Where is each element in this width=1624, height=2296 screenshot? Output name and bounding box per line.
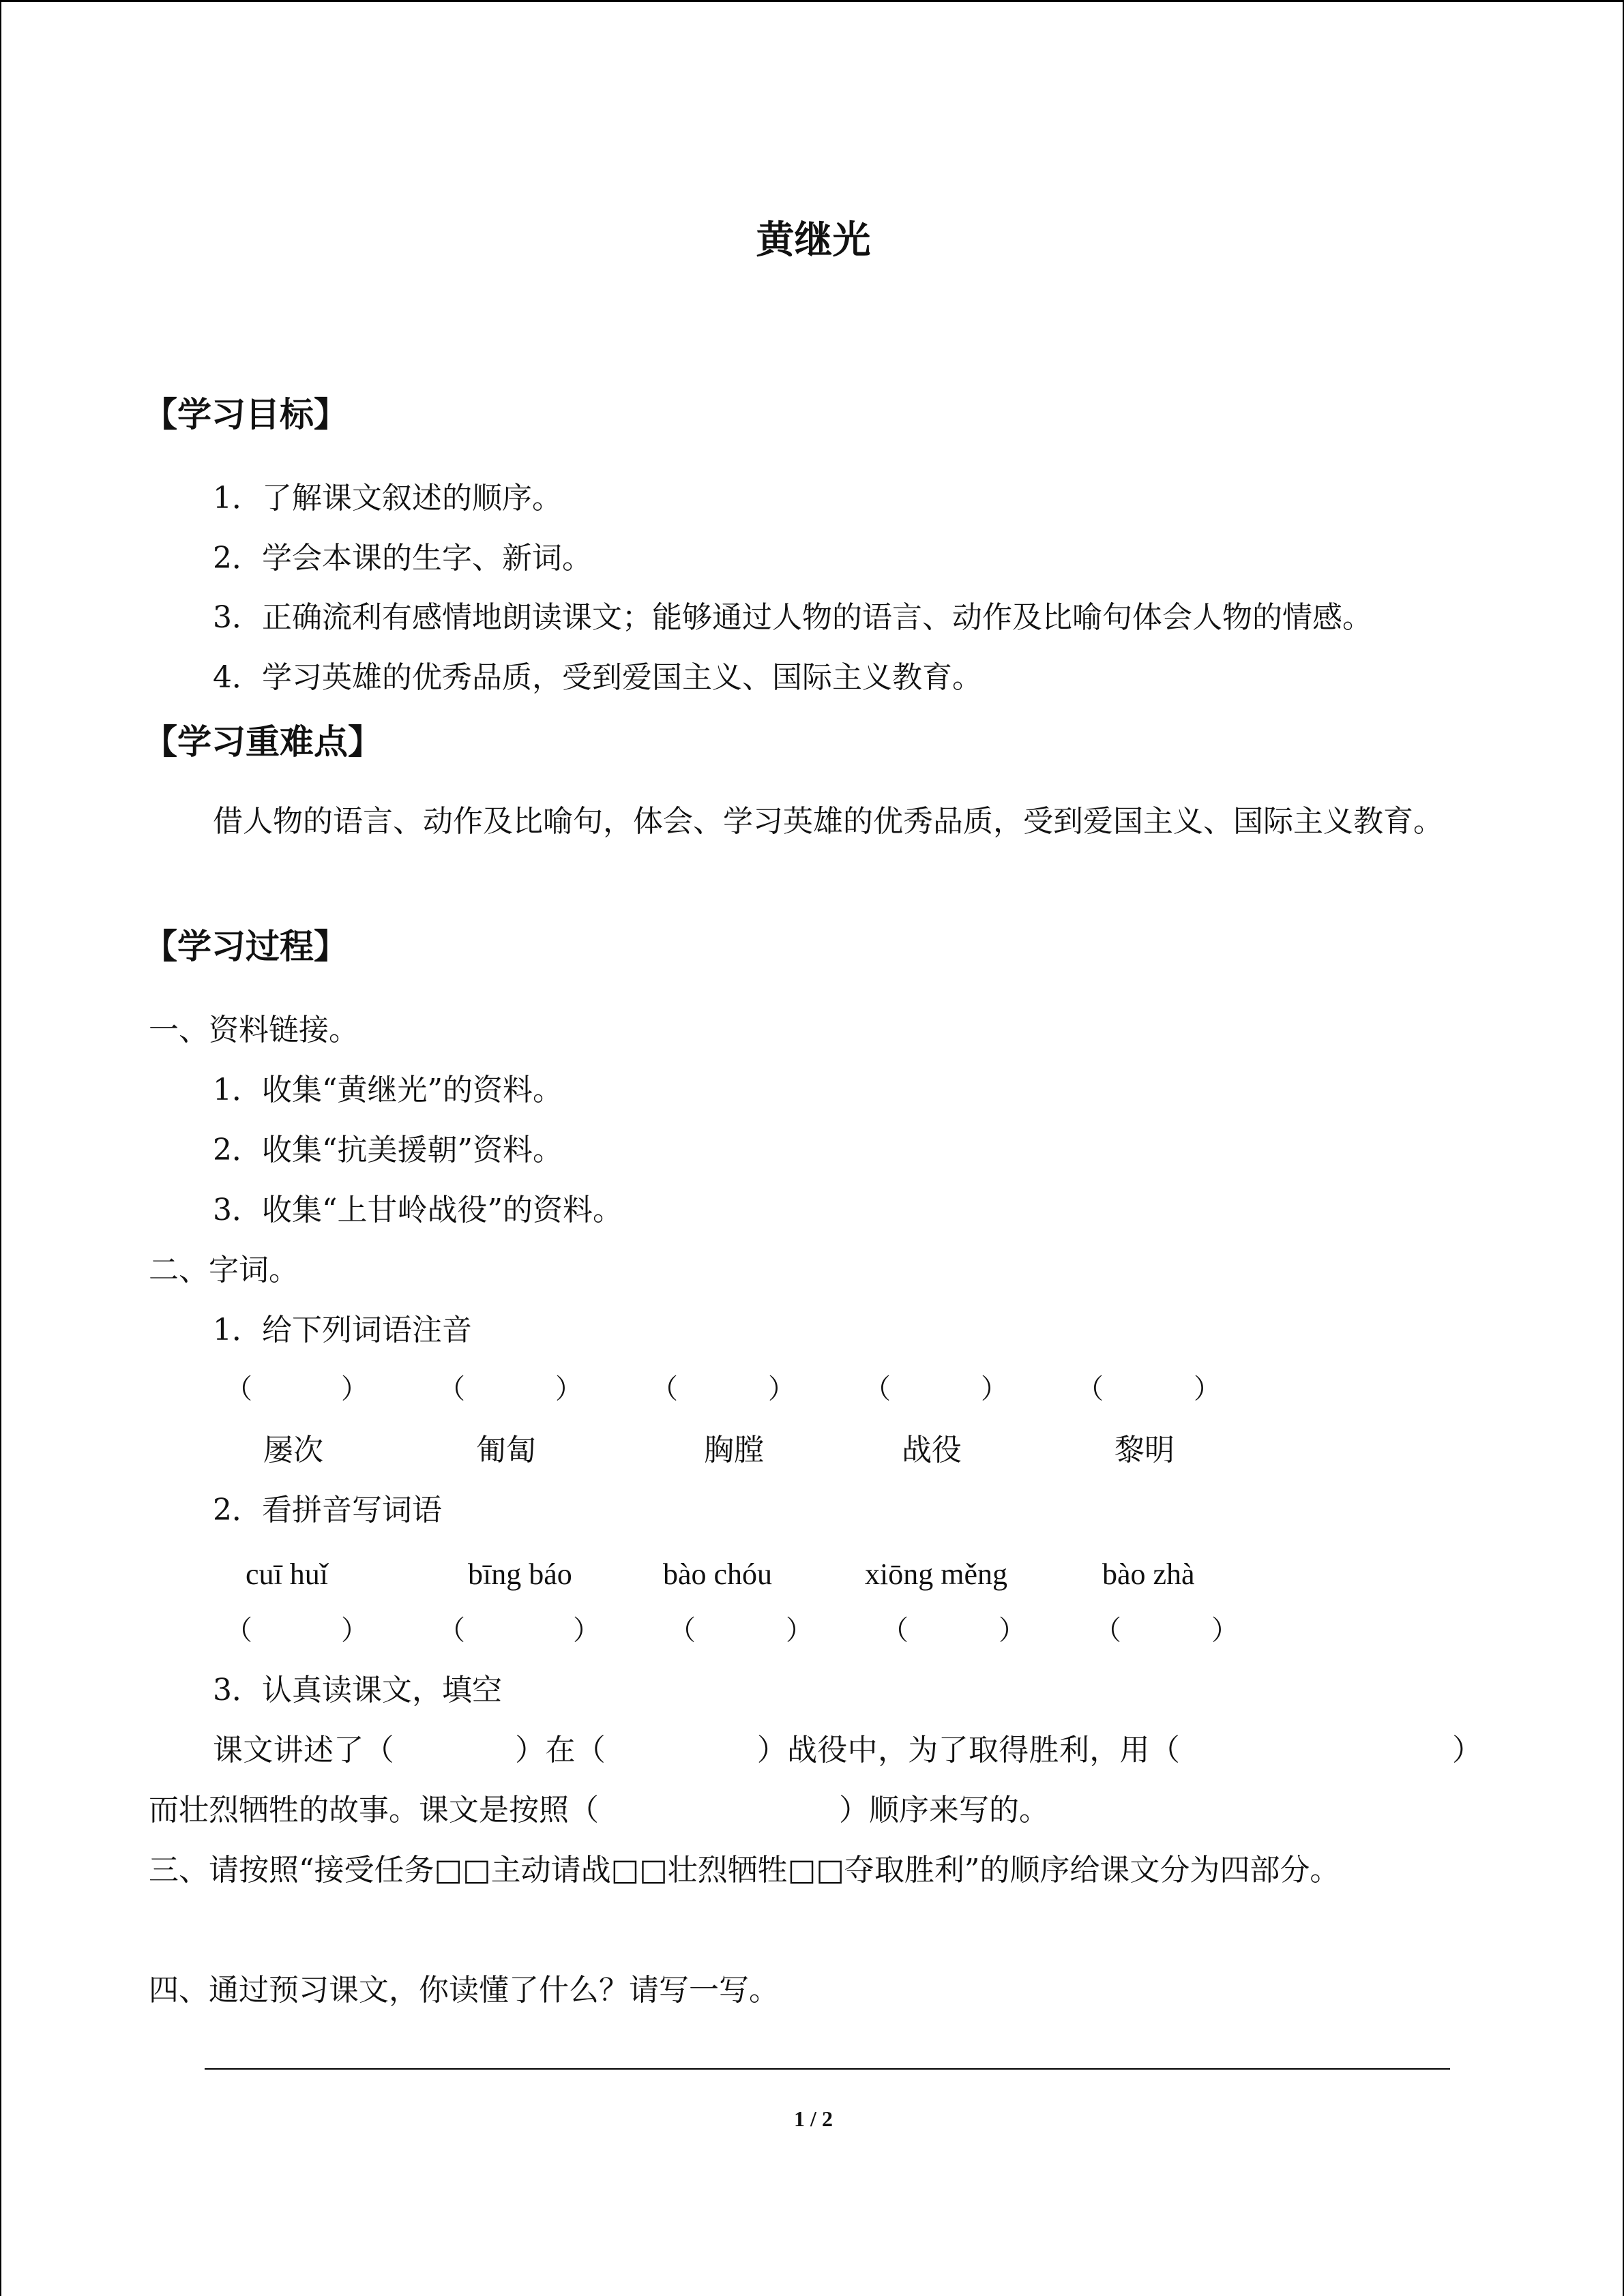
- paren-open: （: [881, 1615, 909, 1646]
- paren-close: ）: [1211, 1615, 1239, 1646]
- paren-open: （: [438, 1373, 465, 1405]
- pinyin-word: bīng báo: [468, 1557, 572, 1591]
- goal-item: 2．学会本课的生字、新词。: [213, 541, 592, 576]
- vocab-word: 胸膛: [704, 1433, 764, 1467]
- vocab-word: 匍匐: [476, 1433, 536, 1467]
- page-title: 黄继光: [756, 218, 871, 263]
- part2-title: 二、字词。: [149, 1253, 299, 1287]
- paren-close: ）: [786, 1615, 813, 1646]
- part1-title: 一、资料链接。: [149, 1013, 359, 1047]
- pinyin-word: cuī huǐ: [246, 1557, 328, 1591]
- paren-open: （: [651, 1373, 678, 1405]
- part2-q3: 3．认真读课文，填空: [213, 1673, 502, 1708]
- goal-item: 3．正确流利有感情地朗读课文；能够通过人物的语言、动作及比喻句体会人物的情感。: [213, 600, 1372, 635]
- paren-close: ）: [341, 1373, 368, 1405]
- part3-title: 三、请按照“接受任务□□主动请战□□壮烈牺牲□□夺取胜利”的顺序给课文分为四部分。: [149, 1853, 1340, 1888]
- paren-close: ）: [573, 1615, 600, 1646]
- paren-close: ）: [341, 1615, 368, 1646]
- paren-open: （: [1076, 1373, 1104, 1405]
- part1-item: 1．收集“黄继光”的资料。: [213, 1073, 563, 1107]
- paren-open: （: [438, 1615, 465, 1646]
- pinyin-word: bào zhà: [1102, 1557, 1195, 1591]
- part1-item: 2．收集“抗美援朝”资料。: [213, 1133, 563, 1167]
- vocab-word: 屡次: [263, 1433, 323, 1467]
- part2-q2: 2．看拼音写词语: [213, 1493, 442, 1527]
- paren-open: （: [225, 1373, 252, 1405]
- footer-divider: [205, 2068, 1450, 2070]
- part4-title: 四、通过预习课文，你读懂了什么？请写一写。: [149, 1973, 779, 2008]
- paren-open: （: [225, 1615, 252, 1646]
- vocab-word: 战役: [902, 1433, 962, 1467]
- pinyin-word: bào chóu: [663, 1557, 773, 1591]
- paren-open: （: [863, 1373, 891, 1405]
- key-points-text: 借人物的语言、动作及比喻句，体会、学习英雄的优秀品质，受到爱国主义、国际主义教育。: [213, 804, 1443, 839]
- page-number: 1 / 2: [794, 2106, 833, 2131]
- paren-close: ）: [981, 1373, 1008, 1405]
- paren-close: ）: [768, 1373, 795, 1405]
- part1-item: 3．收集“上甘岭战役”的资料。: [213, 1193, 623, 1227]
- paren-close: ）: [999, 1615, 1026, 1646]
- part2-q1: 1．给下列词语注音: [213, 1313, 472, 1347]
- paren-open: （: [1094, 1615, 1121, 1646]
- key-points-heading: 【学习重难点】: [143, 722, 382, 762]
- pinyin-word: xiōng měng: [865, 1557, 1007, 1591]
- paren-close: ）: [555, 1373, 582, 1405]
- paren-close: ）: [1194, 1373, 1221, 1405]
- vocab-word: 黎明: [1114, 1433, 1175, 1467]
- paren-open: （: [668, 1615, 696, 1646]
- goals-heading: 【学习目标】: [143, 395, 348, 434]
- goal-item: 1．了解课文叙述的顺序。: [213, 481, 562, 516]
- goal-item: 4．学习英雄的优秀品质，受到爱国主义、国际主义教育。: [213, 660, 982, 695]
- process-heading: 【学习过程】: [143, 927, 348, 966]
- part2-q3-text: 课文讲述了（ ）在（ ）战役中，为了取得胜利，用（ ）而壮烈牺牲的故事。课文是按照（ ）顺序来写的。: [149, 1733, 1482, 1828]
